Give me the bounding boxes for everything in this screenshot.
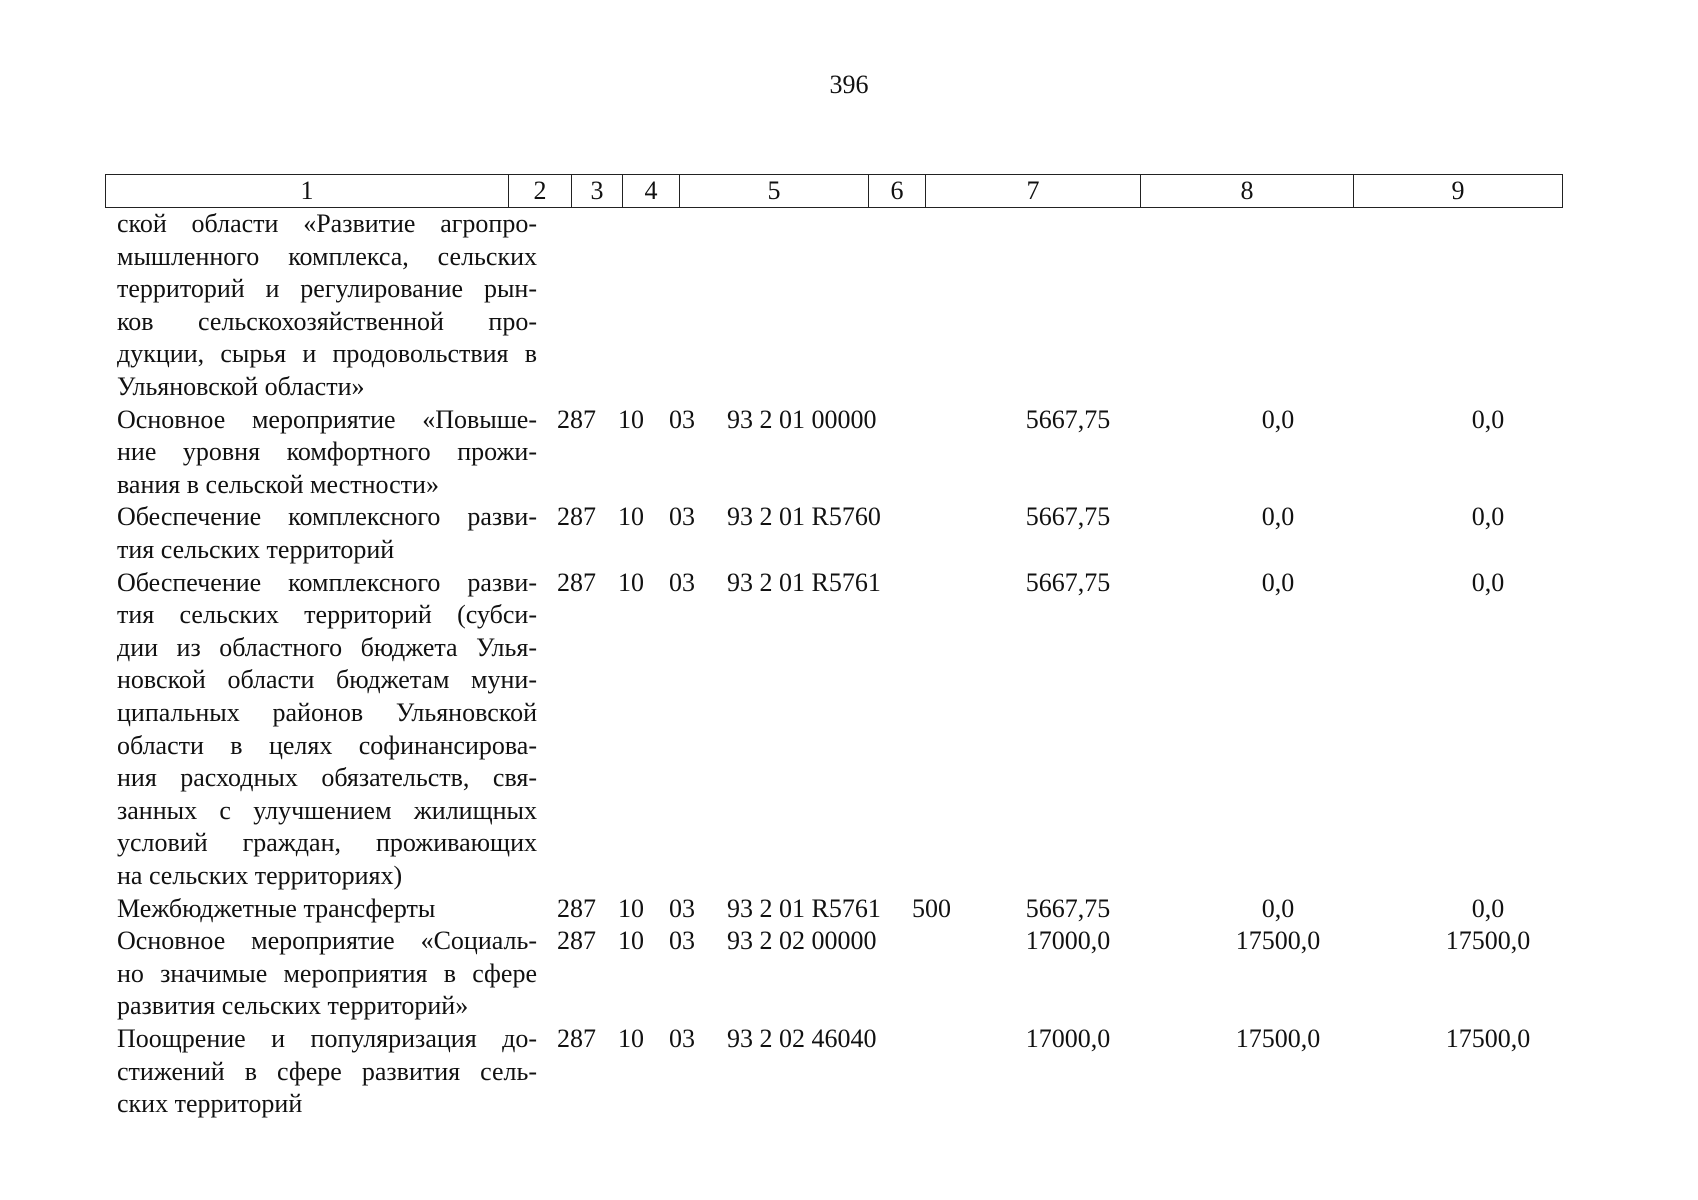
row-description: [117, 1023, 537, 1121]
cell-c3: 10: [618, 502, 644, 532]
row-description: [117, 404, 537, 502]
description-line: ние уровня комфортного прожи-: [117, 437, 537, 467]
cell-c5: 93 2 01 R5761: [727, 567, 881, 597]
cell-c8: 17500,0: [1235, 926, 1321, 956]
cell-c9: 0,0: [1471, 893, 1505, 923]
cell-c2: 287: [557, 567, 596, 597]
cell-c3: 10: [618, 404, 644, 434]
cell-c5: 93 2 01 00000: [727, 404, 877, 434]
header-col-5: 5: [680, 175, 869, 208]
row-description: [117, 893, 537, 926]
description-line: Основное мероприятие «Социаль-: [117, 926, 537, 956]
header-col-8: 8: [1141, 175, 1354, 208]
cell-c5: 93 2 02 00000: [727, 926, 877, 956]
description-line: тия сельских территорий: [117, 534, 395, 564]
description-line: вания в сельской местности»: [117, 469, 439, 499]
page-number: 396: [829, 70, 869, 99]
description-line: развития сельских территорий»: [117, 991, 469, 1021]
header-col-9: 9: [1354, 175, 1563, 208]
cell-c8: 17500,0: [1235, 1024, 1321, 1053]
row-description: [117, 208, 537, 404]
cell-c9: 17500,0: [1445, 1024, 1531, 1053]
description-line: но значимые мероприятия в сфере: [117, 958, 537, 988]
description-line: ков сельскохозяйственной про-: [117, 306, 537, 336]
header-col-4: 4: [623, 175, 680, 208]
cell-c3: 10: [618, 1024, 644, 1053]
description-line: Основное мероприятие «Повыше-: [117, 404, 537, 434]
cell-c7: 17000,0: [1025, 1024, 1111, 1053]
cell-c9: 0,0: [1471, 404, 1505, 434]
cell-c3: 10: [618, 567, 644, 597]
cell-c9: 17500,0: [1445, 926, 1531, 956]
description-line: Обеспечение комплексного разви-: [117, 502, 537, 532]
cell-c7: 5667,75: [1025, 893, 1111, 923]
cell-c3: 10: [618, 893, 644, 923]
description-line: дукции, сырья и продовольствия в: [117, 339, 537, 369]
description-line: территорий и регулирование рын-: [117, 274, 537, 304]
cell-c5: 93 2 01 R5760: [727, 502, 881, 532]
description-line: области в целях софинансирова-: [117, 730, 537, 760]
cell-c2: 287: [557, 893, 596, 923]
cell-c4: 03: [669, 567, 695, 597]
cell-c4: 03: [669, 1024, 695, 1053]
description-line: ских территорий: [117, 1089, 303, 1119]
description-line: дии из областного бюджета Улья-: [117, 632, 537, 662]
description-line: стижений в сфере развития сель-: [117, 1056, 537, 1086]
cell-c6: 500: [912, 893, 951, 923]
cell-c3: 10: [618, 926, 644, 956]
cell-c4: 03: [669, 926, 695, 956]
cell-c4: 03: [669, 404, 695, 434]
row-description: [117, 925, 537, 1023]
cell-c7: 17000,0: [1025, 926, 1111, 956]
cell-c7: 5667,75: [1025, 502, 1111, 532]
cell-c9: 0,0: [1471, 567, 1505, 597]
description-line: Ульяновской области»: [117, 371, 365, 401]
description-line: тия сельских территорий (субси-: [117, 600, 537, 630]
header-col-2: 2: [509, 175, 572, 208]
cell-c2: 287: [557, 926, 596, 956]
description-line: условий граждан, проживающих: [117, 828, 537, 858]
row-description: [117, 567, 537, 893]
description-line: на сельских территориях): [117, 860, 403, 890]
cell-c5: 93 2 01 R5761: [727, 893, 881, 923]
cell-c8: 0,0: [1261, 893, 1295, 923]
table-header: [105, 174, 1563, 208]
cell-c7: 5667,75: [1025, 404, 1111, 434]
description-line: ской области «Развитие агропро-: [117, 209, 537, 238]
row-description: [117, 501, 537, 566]
description-line: ципальных районов Ульяновской: [117, 697, 537, 727]
description-line: ния расходных обязательств, свя-: [117, 763, 537, 793]
description-line: занных с улучшением жилищных: [117, 795, 537, 825]
description-line: мышленного комплекса, сельских: [117, 241, 537, 271]
cell-c7: 5667,75: [1025, 567, 1111, 597]
cell-c2: 287: [557, 502, 596, 532]
cell-c4: 03: [669, 502, 695, 532]
cell-c8: 0,0: [1261, 404, 1295, 434]
description-line: Обеспечение комплексного разви-: [117, 567, 537, 597]
description-line: новской области бюджетам муни-: [117, 665, 537, 695]
cell-c2: 287: [557, 1024, 596, 1053]
cell-c9: 0,0: [1471, 502, 1505, 532]
cell-c5: 93 2 02 46040: [727, 1024, 877, 1053]
cell-c2: 287: [557, 404, 596, 434]
header-col-1: 1: [106, 175, 509, 208]
cell-c8: 0,0: [1261, 502, 1295, 532]
description-line: Поощрение и популяризация до-: [117, 1024, 537, 1053]
header-col-3: 3: [572, 175, 623, 208]
cell-c8: 0,0: [1261, 567, 1295, 597]
header-col-6: 6: [869, 175, 926, 208]
header-col-7: 7: [926, 175, 1141, 208]
cell-c4: 03: [669, 893, 695, 923]
description-line: Межбюджетные трансферты: [117, 893, 436, 923]
